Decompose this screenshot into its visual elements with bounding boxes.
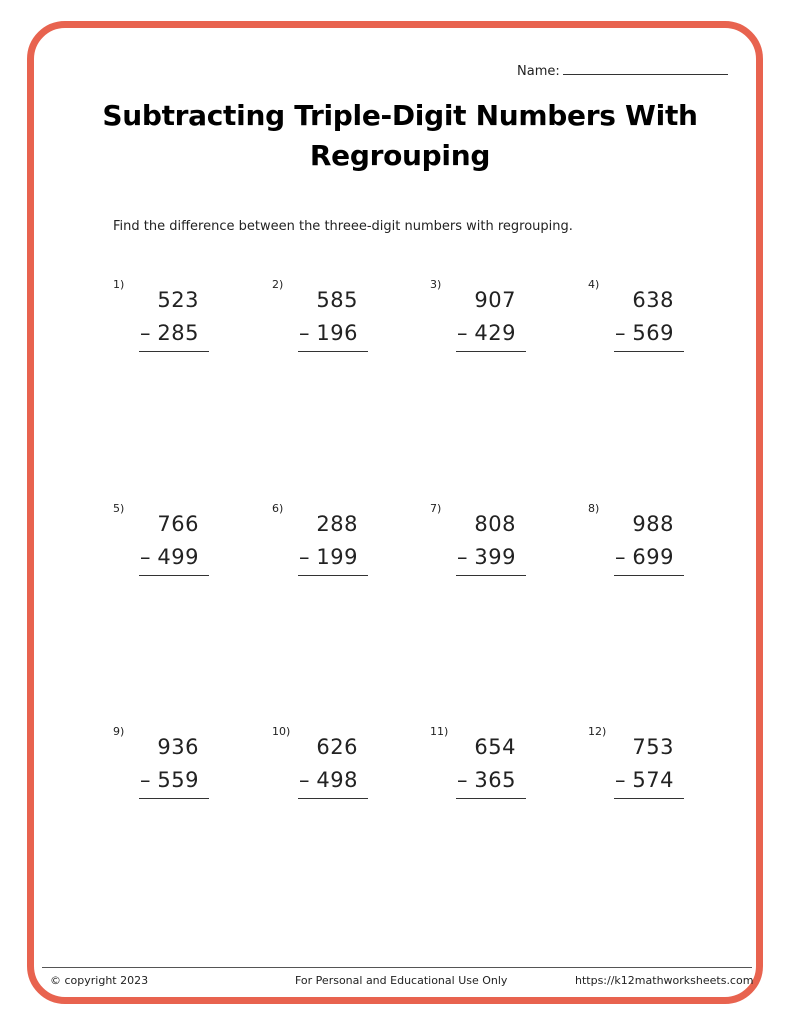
minus-sign: – [457, 321, 468, 345]
minus-sign: – [299, 321, 310, 345]
name-field[interactable] [517, 62, 728, 79]
minuend: 988 [632, 512, 674, 536]
subtrahend: 574 [632, 768, 674, 792]
footer-url[interactable]: https://k12mathworksheets.com [575, 974, 754, 987]
subtrahend: 429 [474, 321, 516, 345]
answer-line [298, 575, 368, 576]
problem-number: 1) [113, 278, 125, 291]
minuend: 907 [474, 288, 516, 312]
answer-line [614, 351, 684, 352]
problem-number: 3) [430, 278, 442, 291]
subtrahend: 285 [157, 321, 199, 345]
problem-3 [430, 278, 550, 368]
answer-line [614, 575, 684, 576]
minus-sign: – [299, 768, 310, 792]
minuend: 585 [316, 288, 358, 312]
answer-line [456, 798, 526, 799]
problem-10 [272, 725, 392, 815]
problem-number: 4) [588, 278, 600, 291]
minuend: 626 [316, 735, 358, 759]
subtrahend: 199 [316, 545, 358, 569]
footer-divider [42, 967, 752, 968]
problem-5 [113, 502, 233, 592]
minus-sign: – [140, 321, 151, 345]
minuend: 753 [632, 735, 674, 759]
minuend: 288 [316, 512, 358, 536]
minus-sign: – [615, 321, 626, 345]
minus-sign: – [457, 545, 468, 569]
minuend: 654 [474, 735, 516, 759]
minus-sign: – [140, 545, 151, 569]
problem-4 [588, 278, 708, 368]
answer-line [139, 575, 209, 576]
minuend: 936 [157, 735, 199, 759]
footer-copyright: © copyright 2023 [50, 974, 149, 987]
subtrahend: 569 [632, 321, 674, 345]
answer-line [456, 351, 526, 352]
problem-number: 9) [113, 725, 125, 738]
problem-9 [113, 725, 233, 815]
answer-line [614, 798, 684, 799]
subtrahend: 499 [157, 545, 199, 569]
answer-line [298, 798, 368, 799]
problem-2 [272, 278, 392, 368]
problem-1 [113, 278, 233, 368]
problem-number: 6) [272, 502, 284, 515]
minus-sign: – [457, 768, 468, 792]
instructions: Find the difference between the threee-digit numbers with regrouping. [113, 219, 573, 234]
problem-number: 11) [430, 725, 449, 738]
problem-number: 2) [272, 278, 284, 291]
problem-12 [588, 725, 708, 815]
minus-sign: – [140, 768, 151, 792]
subtrahend: 399 [474, 545, 516, 569]
problem-number: 7) [430, 502, 442, 515]
problem-7 [430, 502, 550, 592]
minuend: 638 [632, 288, 674, 312]
problem-number: 10) [272, 725, 291, 738]
name-label: Name: [517, 64, 560, 79]
minus-sign: – [299, 545, 310, 569]
problem-11 [430, 725, 550, 815]
answer-line [139, 351, 209, 352]
problem-8 [588, 502, 708, 592]
minus-sign: – [615, 768, 626, 792]
minuend: 523 [157, 288, 199, 312]
subtrahend: 498 [316, 768, 358, 792]
answer-line [139, 798, 209, 799]
footer-usage: For Personal and Educational Use Only [295, 974, 508, 987]
minuend: 808 [474, 512, 516, 536]
subtrahend: 196 [316, 321, 358, 345]
problem-number: 8) [588, 502, 600, 515]
problem-number: 12) [588, 725, 607, 738]
answer-line [456, 575, 526, 576]
worksheet-title: Subtracting Triple-Digit Numbers With Regrouping [102, 99, 698, 172]
problem-6 [272, 502, 392, 592]
subtrahend: 365 [474, 768, 516, 792]
name-blank-line[interactable] [563, 62, 728, 75]
minus-sign: – [615, 545, 626, 569]
subtrahend: 699 [632, 545, 674, 569]
minuend: 766 [157, 512, 199, 536]
problem-number: 5) [113, 502, 125, 515]
answer-line [298, 351, 368, 352]
subtrahend: 559 [157, 768, 199, 792]
